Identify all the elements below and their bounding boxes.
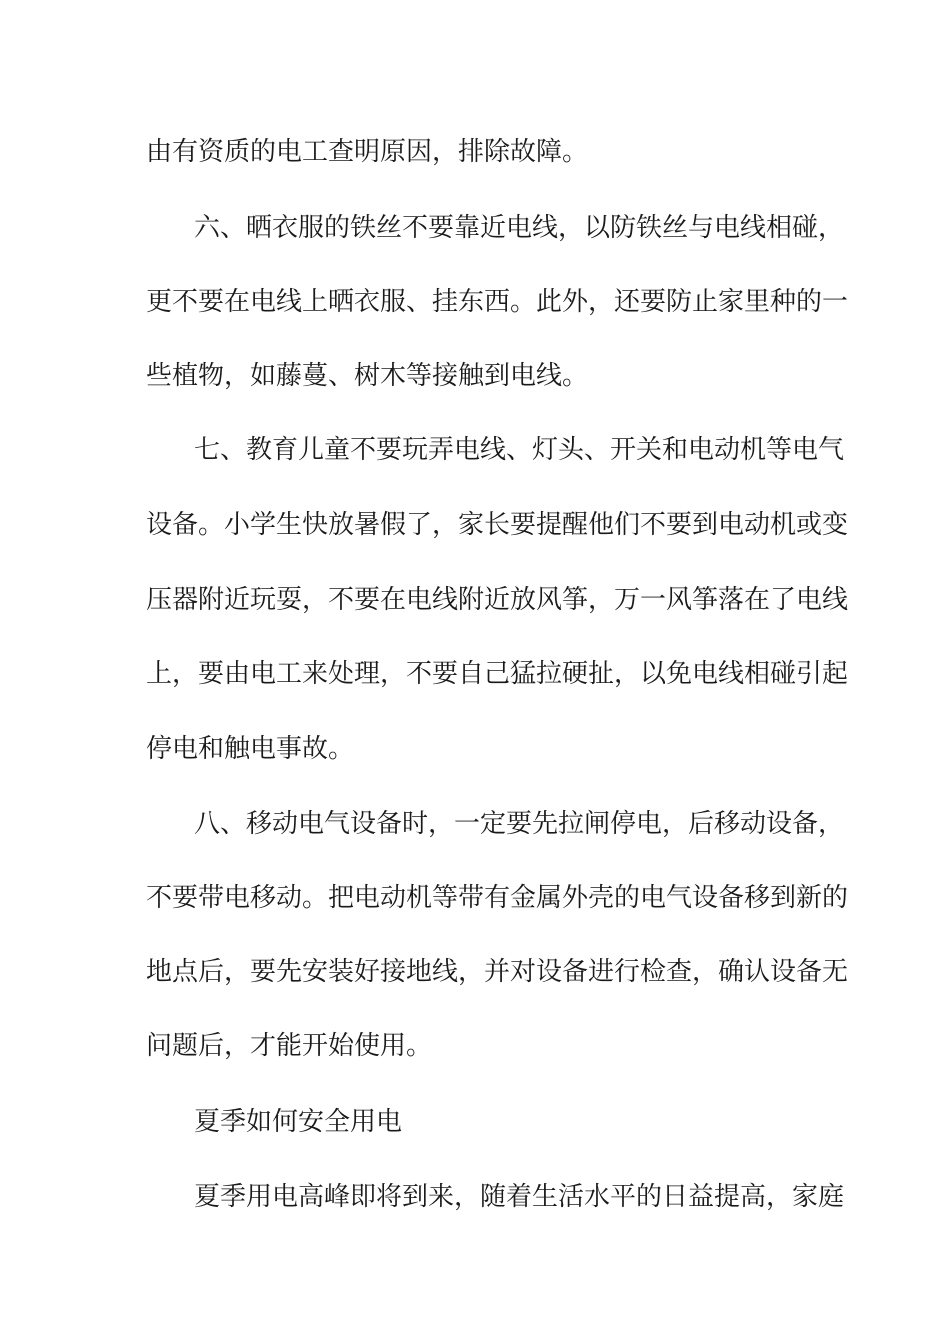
text-line: 些植物，如藤蔓、树木等接触到电线。 <box>146 361 589 391</box>
text-line: 八、移动电气设备时，一定要先拉闸停电，后移动设备， <box>194 809 845 839</box>
section-heading: 夏季如何安全用电 <box>194 1107 403 1137</box>
text-line: 不要带电移动。把电动机等带有金属外壳的电气设备移到新的 <box>146 883 849 913</box>
text-line: 六、晒衣服的铁丝不要靠近电线，以防铁丝与电线相碰， <box>194 213 845 243</box>
text-line: 上，要由电工来处理，不要自己猛拉硬扯，以免电线相碰引起 <box>146 659 849 689</box>
text-line: 问题后，才能开始使用。 <box>146 1031 433 1061</box>
text-line: 地点后，要先安装好接地线，并对设备进行检查，确认设备无 <box>146 957 849 987</box>
text-line: 由有资质的电工查明原因，排除故障。 <box>146 137 589 167</box>
text-line: 七、教育儿童不要玩弄电线、灯头、开关和电动机等电气 <box>194 435 845 465</box>
text-line: 设备。小学生快放暑假了，家长要提醒他们不要到电动机或变 <box>146 510 849 540</box>
text-line: 更不要在电线上晒衣服、挂东西。此外，还要防止家里种的一 <box>146 287 849 317</box>
text-line: 压器附近玩耍，不要在电线附近放风筝，万一风筝落在了电线 <box>146 585 849 615</box>
text-line: 夏季用电高峰即将到来，随着生活水平的日益提高，家庭 <box>194 1182 845 1212</box>
text-line: 停电和触电事故。 <box>146 734 355 764</box>
